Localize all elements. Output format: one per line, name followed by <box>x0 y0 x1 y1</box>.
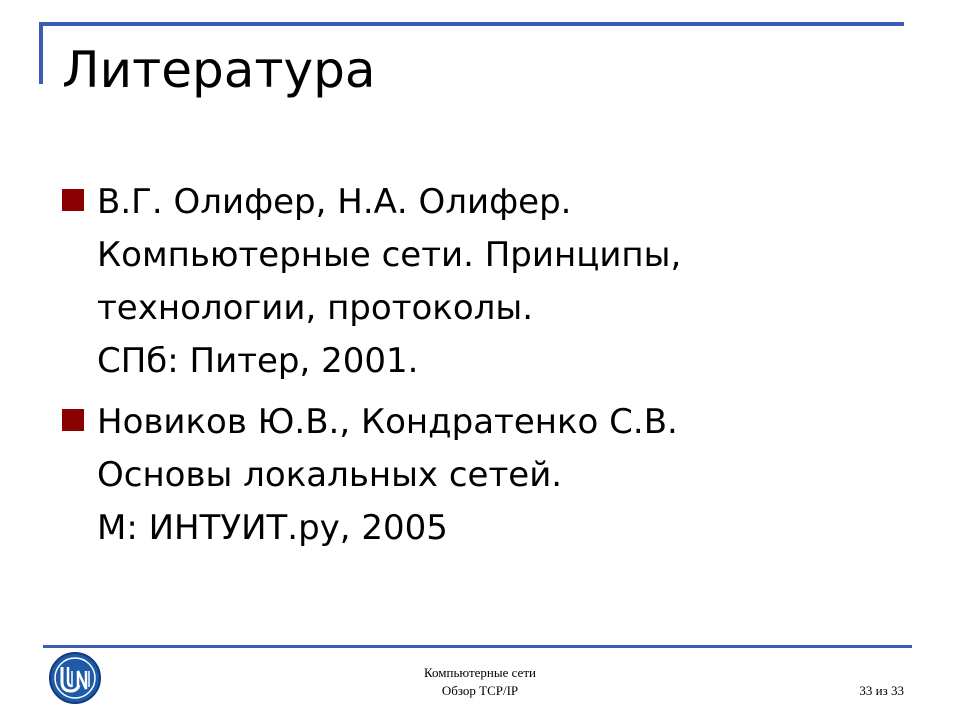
reference-item <box>62 176 882 388</box>
square-bullet-icon <box>62 189 84 211</box>
footer-caption <box>380 664 580 700</box>
reference-item <box>62 396 882 555</box>
square-bullet-icon <box>62 409 84 431</box>
reference-line: Новиков Ю.В., Кондратенко С.В. <box>97 402 678 442</box>
reference-line: М: ИНТУИТ.ру, 2005 <box>97 508 448 548</box>
reference-line: В.Г. Олифер, Н.А. Олифер. <box>97 182 572 222</box>
page-number: 33 из 33 <box>859 683 904 698</box>
footer-rule <box>43 645 912 648</box>
title-frame-left-rule <box>39 22 43 84</box>
footer-course: Компьютерные сети <box>424 665 536 680</box>
footer-topic: Обзор TCP/IP <box>441 683 519 698</box>
title-frame-top-rule <box>39 22 904 26</box>
reference-line: Компьютерные сети. Принципы, <box>97 235 682 275</box>
slide-title: Литература <box>62 41 376 99</box>
reference-line: технологии, протоколы. <box>97 288 534 328</box>
university-logo-icon <box>48 651 102 705</box>
reference-list <box>62 176 882 563</box>
reference-line: СПб: Питер, 2001. <box>97 341 419 381</box>
reference-line: Основы локальных сетей. <box>97 455 563 495</box>
